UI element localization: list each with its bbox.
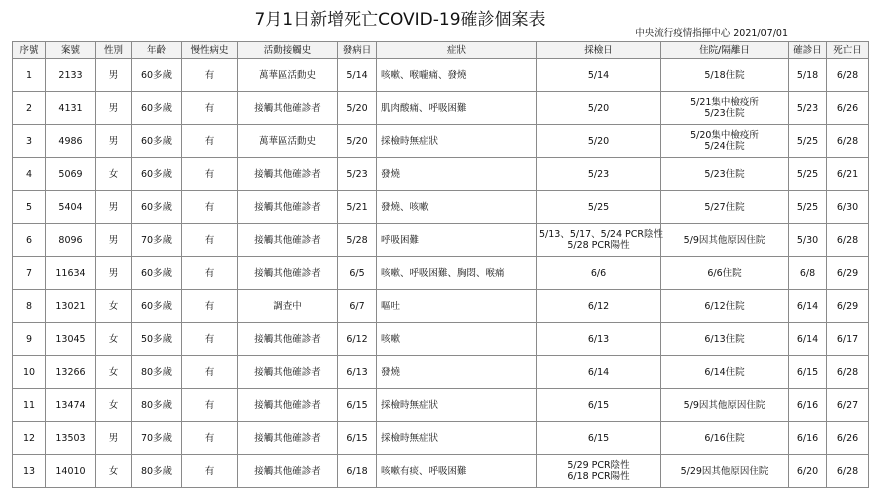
test-date-cell-line: 5/20 <box>587 102 610 114</box>
case-header: 案號 <box>46 42 96 59</box>
confirm-header: 確診日 <box>789 42 827 59</box>
onset-date-cell: 6/13 <box>338 356 377 389</box>
chronic-history-cell: 有 <box>182 125 238 158</box>
chronic-history-cell: 有 <box>182 224 238 257</box>
confirm-date-cell: 6/8 <box>789 257 827 290</box>
hospitalization-cell-line: 6/12住院 <box>704 300 745 312</box>
symptoms-cell-line: 採檢時無症狀 <box>381 135 439 147</box>
header-row <box>13 42 869 59</box>
seq-cell: 6 <box>13 224 46 257</box>
case-number-cell: 2133 <box>46 59 96 92</box>
confirm-date-cell: 5/25 <box>789 158 827 191</box>
test-date-cell-line: 6/6 <box>590 267 607 279</box>
test-date-cell-line: 5/28 PCR陽性 <box>567 240 630 251</box>
chronic-history-cell: 有 <box>182 191 238 224</box>
chronic-history-cell: 有 <box>182 422 238 455</box>
test-date-cell-line: 5/29 PCR陰性 <box>567 460 630 471</box>
table-row <box>13 323 869 356</box>
onset-date-cell: 6/5 <box>338 257 377 290</box>
table-row <box>13 59 869 92</box>
table-row <box>13 158 869 191</box>
hospitalization-cell <box>661 455 789 488</box>
age-cell: 80多歲 <box>132 356 182 389</box>
symptoms-cell <box>377 92 537 125</box>
case-number-cell: 13503 <box>46 422 96 455</box>
death-date-cell: 6/29 <box>827 290 869 323</box>
seq-cell: 10 <box>13 356 46 389</box>
table-body <box>13 59 869 488</box>
age-cell: 80多歲 <box>132 455 182 488</box>
test-date-cell <box>537 455 661 488</box>
death-header: 死亡日 <box>827 42 869 59</box>
contact-history-cell: 調查中 <box>238 290 338 323</box>
table-row <box>13 290 869 323</box>
sex-cell: 女 <box>96 455 132 488</box>
hospitalization-cell-line: 5/27住院 <box>704 201 745 213</box>
sex-cell: 女 <box>96 389 132 422</box>
onset-date-cell: 5/20 <box>338 125 377 158</box>
seq-cell: 12 <box>13 422 46 455</box>
confirm-date-cell: 5/18 <box>789 59 827 92</box>
death-date-cell: 6/28 <box>827 125 869 158</box>
age-cell: 60多歲 <box>132 125 182 158</box>
symptoms-cell <box>377 158 537 191</box>
hospitalization-cell <box>661 257 789 290</box>
onset-date-cell: 6/15 <box>338 422 377 455</box>
hospitalization-cell-line: 5/29因其他原因住院 <box>680 465 769 477</box>
symptoms-cell <box>377 356 537 389</box>
age-cell: 60多歲 <box>132 290 182 323</box>
sex-cell: 男 <box>96 422 132 455</box>
symptoms-cell-line: 咳嗽、呼吸困難、胸悶、喉痛 <box>381 267 505 279</box>
test-date-cell <box>537 356 661 389</box>
contact-history-cell: 接觸其他確診者 <box>238 158 338 191</box>
sex-cell: 女 <box>96 323 132 356</box>
table-row <box>13 257 869 290</box>
test-date-cell-line: 5/20 <box>587 135 610 147</box>
hospitalization-cell-line: 6/14住院 <box>704 366 745 378</box>
onset-date-cell: 5/28 <box>338 224 377 257</box>
hospitalization-cell <box>661 422 789 455</box>
symptoms-cell <box>377 422 537 455</box>
symptoms-cell-line: 呼吸困難 <box>381 234 420 246</box>
hospitalization-cell <box>661 323 789 356</box>
chronic-history-cell: 有 <box>182 59 238 92</box>
symptoms-cell-line: 發燒 <box>381 168 401 180</box>
confirm-date-cell: 6/16 <box>789 422 827 455</box>
contact-history-cell: 接觸其他確診者 <box>238 422 338 455</box>
hospitalization-cell <box>661 356 789 389</box>
age-cell: 70多歲 <box>132 422 182 455</box>
hospitalization-cell-line: 6/13住院 <box>704 333 745 345</box>
hospitalization-cell-line: 5/18住院 <box>704 69 745 81</box>
contact-history-cell: 接觸其他確診者 <box>238 191 338 224</box>
contact-history-cell: 接觸其他確診者 <box>238 323 338 356</box>
contact-history-cell: 接觸其他確診者 <box>238 389 338 422</box>
test-date-cell <box>537 290 661 323</box>
test-date-cell <box>537 389 661 422</box>
symptoms-cell-line: 採檢時無症狀 <box>381 432 439 444</box>
onset-date-cell: 6/7 <box>338 290 377 323</box>
hospitalization-cell <box>661 224 789 257</box>
hospitalization-cell <box>661 389 789 422</box>
onset-date-cell: 6/12 <box>338 323 377 356</box>
test-date-cell <box>537 257 661 290</box>
symptoms-cell-line: 嘔吐 <box>381 300 401 312</box>
test-date-cell-line: 5/13、5/17、5/24 PCR陰性 <box>539 229 663 240</box>
hospitalization-cell-line: 5/20集中檢疫所 <box>690 130 759 141</box>
seq-cell: 3 <box>13 125 46 158</box>
test-date-cell <box>537 158 661 191</box>
contact-history-cell: 接觸其他確診者 <box>238 455 338 488</box>
chronic-history-cell: 有 <box>182 158 238 191</box>
death-date-cell: 6/28 <box>827 59 869 92</box>
case-number-cell: 13021 <box>46 290 96 323</box>
test-date-cell <box>537 125 661 158</box>
symptoms-cell <box>377 389 537 422</box>
symptoms-header: 症狀 <box>377 42 537 59</box>
chronic-history-cell: 有 <box>182 92 238 125</box>
symptoms-cell <box>377 257 537 290</box>
source-note: 中央流行疫情指揮中心 2021/07/01 <box>635 28 788 39</box>
chronic-history-cell: 有 <box>182 389 238 422</box>
age-cell: 80多歲 <box>132 389 182 422</box>
case-number-cell: 11634 <box>46 257 96 290</box>
hospitalization-cell-line: 5/9因其他原因住院 <box>683 399 766 411</box>
contact-history-cell: 萬華區活動史 <box>238 59 338 92</box>
onset-date-cell: 6/18 <box>338 455 377 488</box>
hospital-header: 住院/隔離日 <box>661 42 789 59</box>
seq-cell: 11 <box>13 389 46 422</box>
death-date-cell: 6/26 <box>827 422 869 455</box>
table-row <box>13 224 869 257</box>
age-cell: 60多歲 <box>132 59 182 92</box>
chronic-history-cell: 有 <box>182 455 238 488</box>
confirm-date-cell: 6/15 <box>789 356 827 389</box>
test-date-cell-line: 6/15 <box>587 399 610 411</box>
hospitalization-cell <box>661 59 789 92</box>
test-header: 採檢日 <box>537 42 661 59</box>
symptoms-cell <box>377 323 537 356</box>
hospitalization-cell-line: 5/24住院 <box>704 141 745 152</box>
sex-cell: 女 <box>96 158 132 191</box>
case-number-cell: 13266 <box>46 356 96 389</box>
symptoms-cell-line: 發燒 <box>381 366 401 378</box>
case-number-cell: 5069 <box>46 158 96 191</box>
contact-history-cell: 接觸其他確診者 <box>238 224 338 257</box>
hospitalization-cell-line: 5/23住院 <box>704 168 745 180</box>
age-cell: 60多歲 <box>132 92 182 125</box>
death-date-cell: 6/28 <box>827 455 869 488</box>
test-date-cell <box>537 59 661 92</box>
death-date-cell: 6/17 <box>827 323 869 356</box>
symptoms-cell-line: 發燒、咳嗽 <box>381 201 429 213</box>
chronic-history-cell: 有 <box>182 290 238 323</box>
confirm-date-cell: 6/20 <box>789 455 827 488</box>
onset-header: 發病日 <box>338 42 377 59</box>
symptoms-cell <box>377 224 537 257</box>
hospitalization-cell <box>661 92 789 125</box>
test-date-cell-line: 6/18 PCR陽性 <box>567 471 630 482</box>
hospitalization-cell-line: 6/6住院 <box>707 267 742 279</box>
sex-header: 性別 <box>96 42 132 59</box>
confirm-date-cell: 5/30 <box>789 224 827 257</box>
sex-cell: 女 <box>96 290 132 323</box>
confirm-date-cell: 6/14 <box>789 290 827 323</box>
seq-header: 序號 <box>13 42 46 59</box>
sex-cell: 男 <box>96 92 132 125</box>
death-date-cell: 6/21 <box>827 158 869 191</box>
case-number-cell: 4986 <box>46 125 96 158</box>
test-date-cell <box>537 224 661 257</box>
onset-date-cell: 6/15 <box>338 389 377 422</box>
test-date-cell-line: 6/14 <box>587 366 610 378</box>
test-date-cell-line: 6/13 <box>587 333 610 345</box>
table-row <box>13 356 869 389</box>
hospitalization-cell-line: 5/21集中檢疫所 <box>690 97 759 108</box>
onset-date-cell: 5/20 <box>338 92 377 125</box>
test-date-cell <box>537 92 661 125</box>
seq-cell: 4 <box>13 158 46 191</box>
table-row <box>13 191 869 224</box>
death-date-cell: 6/28 <box>827 224 869 257</box>
case-number-cell: 13045 <box>46 323 96 356</box>
case-number-cell: 14010 <box>46 455 96 488</box>
sex-cell: 男 <box>96 191 132 224</box>
case-number-cell: 13474 <box>46 389 96 422</box>
death-date-cell: 6/27 <box>827 389 869 422</box>
hospitalization-cell <box>661 125 789 158</box>
age-cell: 50多歲 <box>132 323 182 356</box>
case-number-cell: 4131 <box>46 92 96 125</box>
hospitalization-cell-line: 5/23住院 <box>704 108 745 119</box>
contact-history-cell: 接觸其他確診者 <box>238 257 338 290</box>
seq-cell: 7 <box>13 257 46 290</box>
sex-cell: 男 <box>96 125 132 158</box>
seq-cell: 2 <box>13 92 46 125</box>
test-date-cell-line: 5/23 <box>587 168 610 180</box>
chronic-header: 慢性病史 <box>182 42 238 59</box>
chronic-history-cell: 有 <box>182 356 238 389</box>
seq-cell: 1 <box>13 59 46 92</box>
symptoms-cell <box>377 191 537 224</box>
test-date-cell <box>537 422 661 455</box>
sex-cell: 男 <box>96 224 132 257</box>
hospitalization-cell <box>661 290 789 323</box>
symptoms-cell-line: 咳嗽、喉嚨痛、發燒 <box>381 69 467 81</box>
contact-history-cell: 接觸其他確診者 <box>238 356 338 389</box>
table-row <box>13 389 869 422</box>
symptoms-cell-line: 採檢時無症狀 <box>381 399 439 411</box>
seq-cell: 9 <box>13 323 46 356</box>
hospitalization-cell-line: 5/9因其他原因住院 <box>683 234 766 246</box>
death-date-cell: 6/29 <box>827 257 869 290</box>
test-date-cell-line: 6/15 <box>587 432 610 444</box>
table-row <box>13 422 869 455</box>
test-date-cell <box>537 191 661 224</box>
confirm-date-cell: 6/16 <box>789 389 827 422</box>
chronic-history-cell: 有 <box>182 323 238 356</box>
hospitalization-cell <box>661 191 789 224</box>
age-header: 年齡 <box>132 42 182 59</box>
test-date-cell-line: 5/14 <box>587 69 610 81</box>
symptoms-cell-line: 肌肉酸痛、呼吸困難 <box>381 102 467 114</box>
table-row <box>13 92 869 125</box>
sex-cell: 男 <box>96 59 132 92</box>
contact-header: 活動接觸史 <box>238 42 338 59</box>
seq-cell: 13 <box>13 455 46 488</box>
case-number-cell: 8096 <box>46 224 96 257</box>
seq-cell: 8 <box>13 290 46 323</box>
death-cases-table <box>12 41 869 488</box>
contact-history-cell: 接觸其他確診者 <box>238 92 338 125</box>
death-date-cell: 6/28 <box>827 356 869 389</box>
confirm-date-cell: 5/23 <box>789 92 827 125</box>
age-cell: 60多歲 <box>132 191 182 224</box>
death-date-cell: 6/26 <box>827 92 869 125</box>
onset-date-cell: 5/23 <box>338 158 377 191</box>
symptoms-cell-line: 咳嗽有痰、呼吸困難 <box>381 465 467 477</box>
symptoms-cell <box>377 290 537 323</box>
chronic-history-cell: 有 <box>182 257 238 290</box>
sex-cell: 女 <box>96 356 132 389</box>
symptoms-cell-line: 咳嗽 <box>381 333 401 345</box>
symptoms-cell <box>377 125 537 158</box>
age-cell: 70多歲 <box>132 224 182 257</box>
death-date-cell: 6/30 <box>827 191 869 224</box>
confirm-date-cell: 5/25 <box>789 191 827 224</box>
test-date-cell-line: 6/12 <box>587 300 610 312</box>
hospitalization-cell-line: 6/16住院 <box>704 432 745 444</box>
test-date-cell-line: 5/25 <box>587 201 610 213</box>
age-cell: 60多歲 <box>132 158 182 191</box>
seq-cell: 5 <box>13 191 46 224</box>
sex-cell: 男 <box>96 257 132 290</box>
onset-date-cell: 5/21 <box>338 191 377 224</box>
test-date-cell <box>537 323 661 356</box>
age-cell: 60多歲 <box>132 257 182 290</box>
symptoms-cell <box>377 59 537 92</box>
hospitalization-cell <box>661 158 789 191</box>
onset-date-cell: 5/14 <box>338 59 377 92</box>
table-row <box>13 455 869 488</box>
confirm-date-cell: 6/14 <box>789 323 827 356</box>
case-number-cell: 5404 <box>46 191 96 224</box>
confirm-date-cell: 5/25 <box>789 125 827 158</box>
symptoms-cell <box>377 455 537 488</box>
table-title: 7月1日新增死亡COVID-19確診個案表 <box>254 10 546 30</box>
contact-history-cell: 萬華區活動史 <box>238 125 338 158</box>
table-row <box>13 125 869 158</box>
